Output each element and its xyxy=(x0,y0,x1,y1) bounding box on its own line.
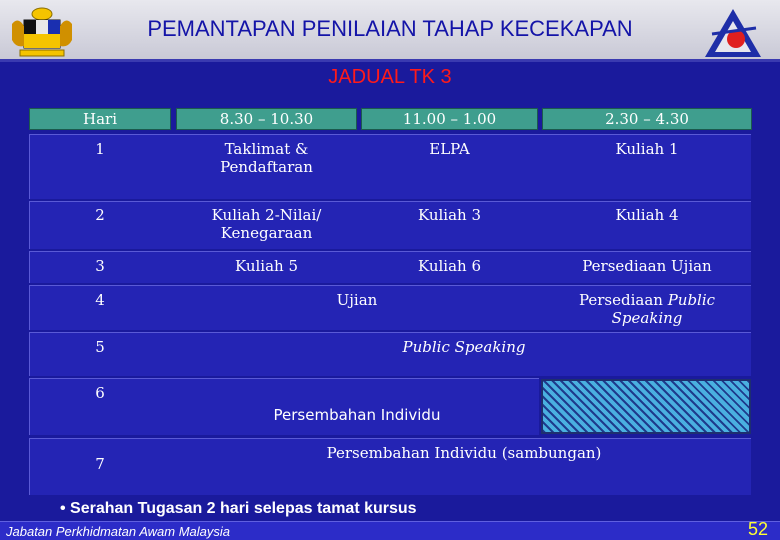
header-cell-slot2: 11.00 – 1.00 xyxy=(361,108,538,130)
assignment-note: • Serahan Tugasan 2 hari selepas tamat kursus xyxy=(60,500,417,517)
row2-slot2: Kuliah 3 xyxy=(417,206,482,224)
jpa-emblem-icon xyxy=(702,6,764,60)
page-title: PEMANTAPAN PENILAIAN TAHAP KECEKAPAN xyxy=(147,16,633,41)
row2-slot3: Kuliah 4 xyxy=(615,206,679,224)
header-cell-slot3: 2.30 – 4.30 xyxy=(542,108,752,130)
row7-span: Persembahan Individu (sambungan) xyxy=(326,444,602,462)
row1-day: 1 xyxy=(95,140,105,158)
row4-slot3-italic: Public Speaking xyxy=(611,291,716,327)
row5-day: 5 xyxy=(95,338,105,356)
slide-subtitle: JADUAL TK 3 xyxy=(328,66,452,88)
row7-day: 7 xyxy=(95,455,105,473)
row3-slot1: Kuliah 5 xyxy=(234,257,299,275)
row4-slot3 xyxy=(542,291,752,327)
page-number: 52 xyxy=(748,519,769,539)
row3-slot3: Persediaan Ujian xyxy=(582,257,712,275)
row4-span: Ujian xyxy=(336,291,378,309)
row6-span: Persembahan Individu xyxy=(273,406,441,424)
row2-slot1: Kuliah 2-Nilai/ Kenegaraan xyxy=(211,206,322,242)
row4-day: 4 xyxy=(95,291,105,309)
header-cell-day: Hari xyxy=(29,108,171,130)
hatched-cell xyxy=(541,379,751,434)
slide-header xyxy=(0,0,780,62)
row2-day: 2 xyxy=(95,206,105,224)
row6-day: 6 xyxy=(95,384,105,402)
row5-span-italic: Public Speaking xyxy=(402,338,526,356)
row1-slot2: ELPA xyxy=(429,140,470,158)
row1-slot1: Taklimat & Pendaftaran xyxy=(220,140,313,176)
row3-slot2: Kuliah 6 xyxy=(417,257,482,275)
row4-slot3-prefix: Persediaan xyxy=(578,291,668,309)
slide-footer xyxy=(0,521,780,540)
row3-day: 3 xyxy=(95,257,105,275)
row5-span xyxy=(176,338,752,356)
header-cell-slot1: 8.30 – 10.30 xyxy=(176,108,357,130)
row1-slot3: Kuliah 1 xyxy=(615,140,679,158)
footer-text: Jabatan Perkhidmatan Awam Malaysia xyxy=(6,524,231,539)
